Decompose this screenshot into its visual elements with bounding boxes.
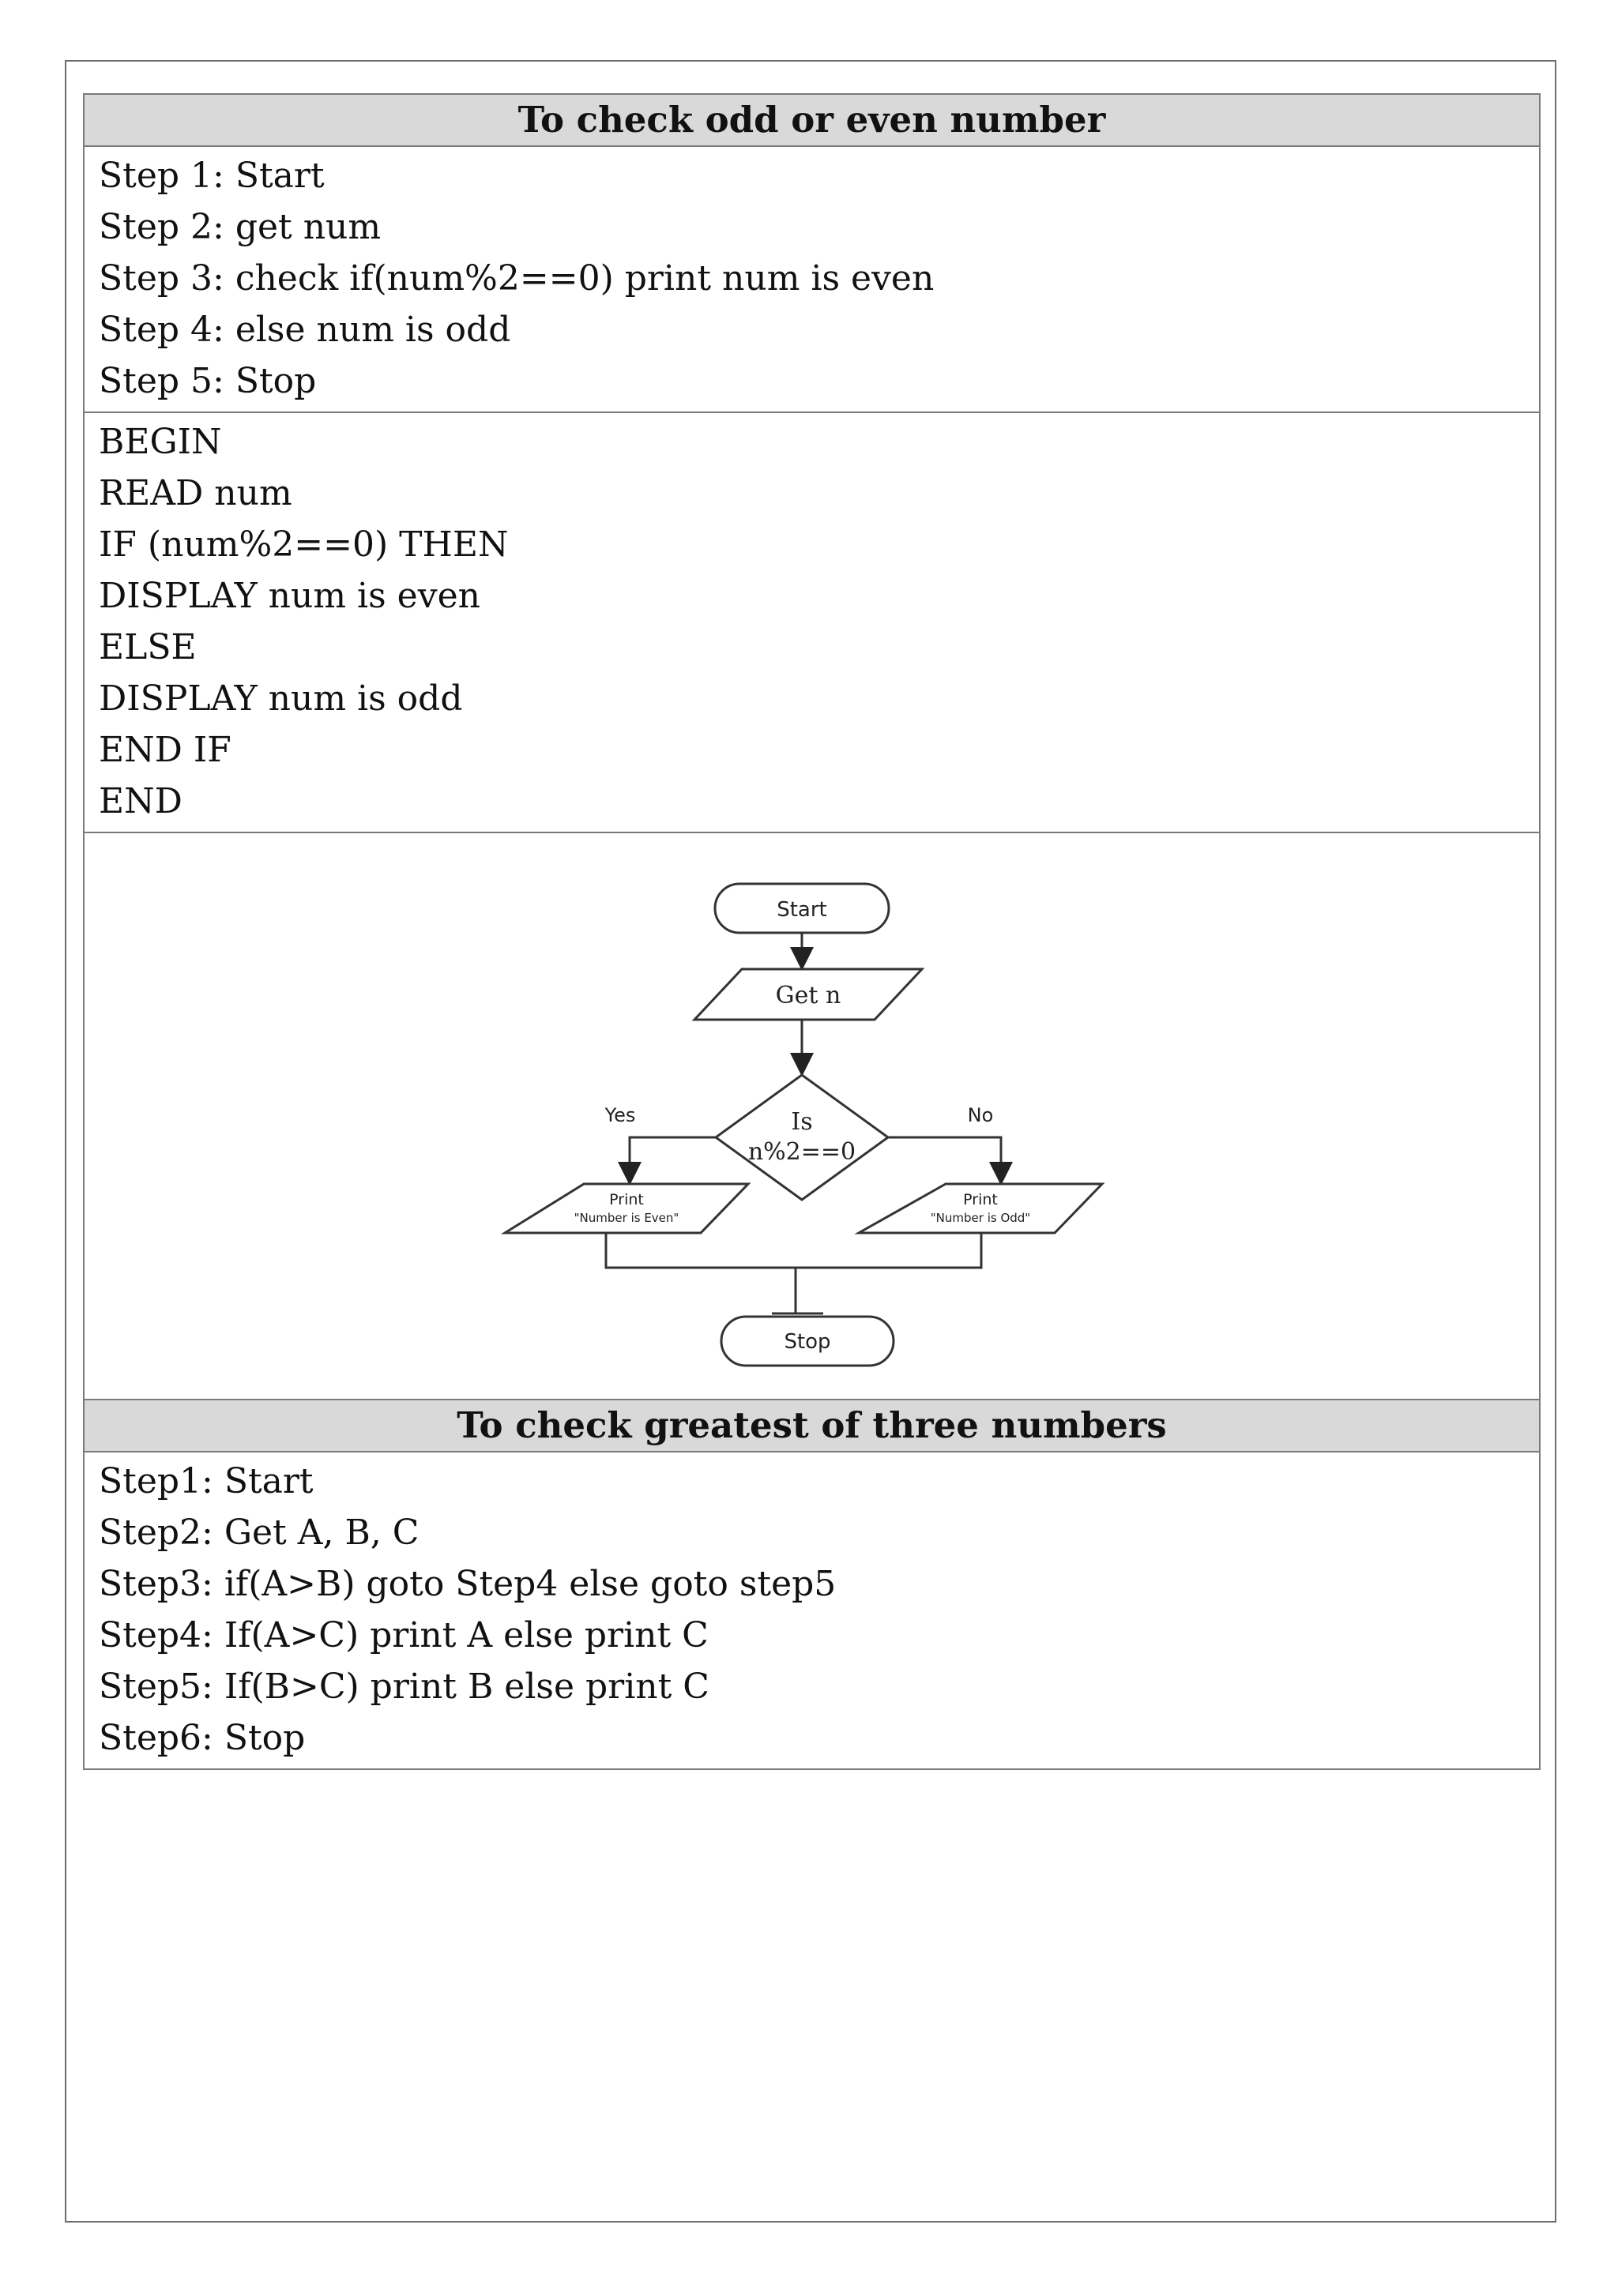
step-line: Step5: If(B>C) print B else print C (99, 1667, 709, 1707)
decision-diamond (716, 1075, 888, 1200)
no-connector (888, 1137, 1001, 1181)
print-odd-label-1: Print (963, 1191, 998, 1208)
stop-label: Stop (784, 1330, 831, 1354)
step-line: Step4: If(A>C) print A else print C (99, 1615, 709, 1655)
flowchart (85, 833, 1542, 1399)
start-label: Start (777, 898, 827, 922)
print-even-label-1: Print (609, 1191, 644, 1208)
yes-label: Yes (604, 1104, 636, 1126)
section1-title: To check odd or even number (84, 94, 1540, 146)
pseudocode-line: DISPLAY num is even (99, 576, 480, 616)
pseudocode-line: IF (num%2==0) THEN (99, 524, 509, 565)
step-line: Step1: Start (99, 1461, 314, 1501)
step-line: Step 1: Start (99, 156, 325, 196)
pseudocode-line: BEGIN (99, 422, 222, 462)
algorithm-table (83, 93, 1541, 1770)
step-line: Step3: if(A>B) goto Step4 else goto step5 (99, 1564, 837, 1604)
section1-pseudocode (84, 412, 1540, 832)
step-line: Step2: Get A, B, C (99, 1513, 420, 1553)
step-line: Step 3: check if(num%2==0) print num is even (99, 258, 935, 299)
pseudocode-line: ELSE (99, 627, 197, 667)
pseudocode-line: END IF (99, 730, 231, 770)
step-line: Step 4: else num is odd (99, 310, 511, 350)
step-line: Step6: Stop (99, 1718, 306, 1758)
pseudocode-line: DISPLAY num is odd (99, 678, 463, 719)
print-even-label-2: "Number is Even" (574, 1211, 679, 1225)
merge-connector (606, 1233, 981, 1268)
pseudocode-line: READ num (99, 473, 292, 513)
input-label: Get n (775, 982, 841, 1009)
step-line: Step 5: Stop (99, 361, 317, 401)
decision-label-1: Is (791, 1108, 813, 1136)
no-label: No (967, 1104, 994, 1126)
flowchart-cell (84, 832, 1540, 1400)
pseudocode-line: END (99, 781, 182, 821)
decision-label-2: n%2==0 (747, 1138, 856, 1166)
step-line: Step 2: get num (99, 207, 382, 247)
yes-connector (630, 1137, 716, 1181)
section1-steps (84, 146, 1540, 412)
section2-steps (84, 1452, 1540, 1769)
print-odd-label-2: "Number is Odd" (930, 1211, 1031, 1225)
section2-title: To check greatest of three numbers (84, 1400, 1540, 1452)
